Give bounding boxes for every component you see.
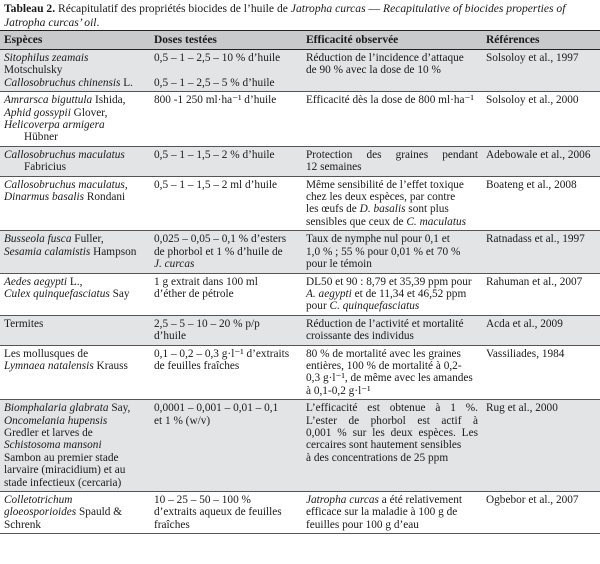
species-line: Sambon au premier stade: [4, 451, 119, 464]
species-line: Amrarsca biguttula Ishida,: [4, 94, 126, 107]
cell-efficacy: [302, 273, 482, 315]
caption-end: .: [96, 16, 100, 29]
species-line: Sesamia calamistis Hampson: [4, 245, 137, 258]
header-efficacy: Efficacité observée: [302, 31, 482, 50]
caption-text-en: Recapitulative of biocides properties of Jatropha curcas’ oil: [4, 2, 566, 29]
doses-line: de phorbol et 1 % d’huile de: [154, 245, 283, 258]
species-line: Schistosoma mansoni: [4, 439, 102, 452]
cell-efficacy: [302, 176, 482, 231]
cell-species: [0, 273, 150, 315]
species-line: stade infectieux (cercaria): [4, 476, 122, 489]
species-line: Callosobruchus maculatus,: [4, 178, 128, 191]
caption-separator: —: [365, 2, 383, 15]
header-doses: Doses testées: [150, 31, 302, 50]
cell-efficacy: [302, 345, 482, 400]
efficacy-line: 12 semaines: [306, 161, 362, 174]
cell-reference: Solsoloy et al., 1997: [482, 50, 600, 92]
cell-reference: Boateng et al., 2008: [482, 176, 600, 231]
cell-doses: [150, 492, 302, 534]
doses-line: 800 -1 250 ml·ha⁻¹ d’huile: [154, 94, 277, 107]
doses-line: de feuilles fraîches: [154, 359, 240, 372]
doses-line: d’éther de pétrole: [154, 287, 234, 300]
table-caption: [0, 0, 600, 30]
efficacy-line: Réduction de l’activité et mortalité: [306, 317, 464, 330]
table-row: [0, 92, 600, 147]
cell-efficacy: [302, 146, 482, 176]
efficacy-line: pour C. quinquefasciatus: [306, 300, 420, 313]
cell-doses: [150, 146, 302, 176]
efficacy-line: Jatropha curcas a été relativement: [306, 494, 463, 506]
species-line: Colletotrichum: [4, 494, 73, 506]
cell-doses: [150, 92, 302, 147]
species-line: Aphid gossypii Glover,: [4, 106, 108, 119]
species-line: Busseola fusca Fuller,: [4, 233, 104, 246]
efficacy-line: Réduction de l’incidence d’attaque: [306, 52, 464, 64]
species-line: Les mollusques de: [4, 347, 89, 360]
table-row: [0, 315, 600, 345]
cell-doses: [150, 315, 302, 345]
cell-reference: Solsoloy et al., 2000: [482, 92, 600, 147]
efficacy-line: 1,0 % ; 55 % pour 0,01 % et 70 %: [306, 245, 461, 258]
doses-line: 0,5 – 1 – 2,5 – 5 % d’huile: [154, 76, 275, 89]
table-row: [0, 492, 600, 534]
doses-line: 0,025 – 0,05 – 0,1 % d’esters: [154, 233, 287, 246]
cell-efficacy: [302, 92, 482, 147]
efficacy-line: DL50 et 90 : 8,79 et 35,39 ppm pour: [306, 275, 472, 288]
cell-reference: Vassiliades, 1984: [482, 345, 600, 400]
efficacy-line: de 90 % avec la dose de 10 %: [306, 64, 441, 77]
species-line: Hübner: [24, 131, 58, 144]
species-line: Callosobruchus maculatus: [4, 148, 125, 161]
cell-efficacy: [302, 400, 482, 492]
efficacy-line: cercaires sont hautement sensibles: [306, 439, 462, 452]
doses-line: 0,1 – 0,2 – 0,3 g·l⁻¹ d’extraits: [154, 347, 290, 360]
efficacy-line: feuilles pour 100 g d’eau: [306, 518, 419, 531]
efficacy-line: efficace sur la maladie à 100 g de: [306, 506, 458, 519]
species-line: Dinarmus basalis Rondani: [4, 191, 126, 204]
species-line: Fabricius: [24, 161, 67, 174]
cell-species: [0, 492, 150, 534]
efficacy-line: les œufs de D. basalis sont plus: [306, 203, 449, 216]
cell-species: [0, 92, 150, 147]
table-row: [0, 146, 600, 176]
species-line: Schrenk: [4, 518, 42, 531]
doses-line: 0,5 – 1 – 1,5 – 2 % d’huile: [154, 148, 275, 161]
cell-species: [0, 345, 150, 400]
species-line: Culex quinquefasciatus Say: [4, 287, 130, 300]
species-line: Oncomelania hupensis: [4, 414, 108, 427]
cell-reference: Rug et al., 2000: [482, 400, 600, 492]
efficacy-line: 0,001 % sur les deux espèces. Les: [306, 426, 478, 439]
efficacy-line: Même sensibilité de l’effet toxique: [306, 178, 464, 191]
cell-species: [0, 146, 150, 176]
doses-line: [154, 64, 298, 76]
caption-label: Tableau 2.: [4, 2, 56, 15]
table-row: [0, 50, 600, 92]
doses-line: 1 g extrait dans 100 ml: [154, 275, 258, 288]
efficacy-line: Protection des graines pendant: [306, 148, 478, 161]
caption-text-fr: Récapitulatif des propriétés biocides de l’huile de: [55, 2, 291, 15]
cell-doses: [150, 273, 302, 315]
biocide-properties-table: [0, 30, 600, 534]
species-line: Sitophilus zeamais: [4, 52, 89, 64]
doses-line: d’huile: [154, 330, 186, 343]
cell-reference: Adebowale et al., 2006: [482, 146, 600, 176]
cell-reference: Acda et al., 2009: [482, 315, 600, 345]
doses-line: 0,5 – 1 – 2,5 – 10 % d’huile: [154, 52, 281, 64]
header-references: Références: [482, 31, 600, 50]
doses-line: 10 – 25 – 50 – 100 %: [154, 494, 251, 506]
doses-line: J. curcas: [154, 258, 195, 271]
species-line: Gredler et larves de: [4, 426, 93, 439]
efficacy-line: entières, 100 % de mortalité à 0,2-: [306, 359, 462, 372]
table-row: [0, 176, 600, 231]
species-line: Callosobruchus chinensis L.: [4, 76, 133, 89]
efficacy-line: Efficacité dès la dose de 800 ml·ha⁻¹: [306, 94, 474, 107]
cell-reference: Ratnadass et al., 1997: [482, 231, 600, 273]
table-row: [0, 273, 600, 315]
table-header-row: [0, 31, 600, 50]
efficacy-line: croissante des individus: [306, 330, 414, 343]
species-line: Motschulsky: [4, 64, 63, 77]
header-species: Espèces: [0, 31, 150, 50]
cell-species: [0, 231, 150, 273]
doses-line: 0,0001 – 0,001 – 0,01 – 0,1: [154, 402, 279, 415]
efficacy-line: Taux de nymphe nul pour 0,1 et: [306, 233, 450, 246]
cell-efficacy: [302, 492, 482, 534]
caption-species: Jatropha curcas: [290, 2, 366, 15]
doses-line: et 1 % (w/v): [154, 414, 211, 427]
cell-species: [0, 400, 150, 492]
species-line: Lymnaea natalensis Krauss: [4, 359, 128, 372]
table-row: [0, 345, 600, 400]
efficacy-line: pour le témoin: [306, 258, 372, 271]
efficacy-line: chez les deux espèces, par contre: [306, 191, 456, 204]
cell-reference: Ogbebor et al., 2007: [482, 492, 600, 534]
doses-line: 2,5 – 5 – 10 – 20 % p/p: [154, 317, 260, 330]
table-row: [0, 400, 600, 492]
cell-reference: Rahuman et al., 2007: [482, 273, 600, 315]
efficacy-line: à 0,1-0,2 g·l⁻¹: [306, 384, 371, 397]
cell-doses: [150, 231, 302, 273]
efficacy-line: L’ester de phorbol est actif à: [306, 414, 478, 427]
cell-species: [0, 176, 150, 231]
doses-line: fraîches: [154, 518, 190, 531]
species-line: Aedes aegypti L.,: [4, 275, 83, 288]
efficacy-line: sensibles que ceux de C. maculatus: [306, 215, 467, 228]
efficacy-line: A. aegypti et de 11,34 et 46,52 ppm: [306, 287, 467, 300]
species-line: Helicoverpa armigera: [4, 119, 105, 132]
efficacy-line: à des concentrations de 25 ppm: [306, 451, 449, 464]
species-line: larvaire (miracidium) et au: [4, 464, 126, 477]
cell-species: [0, 50, 150, 92]
efficacy-line: 0,3 g·l⁻¹, de même avec les amandes: [306, 372, 473, 385]
cell-efficacy: [302, 50, 482, 92]
cell-efficacy: [302, 231, 482, 273]
efficacy-line: L’efficacité est obtenue à 1 %.: [306, 402, 478, 415]
species-line: Termites: [4, 317, 44, 330]
cell-doses: [150, 345, 302, 400]
cell-doses: [150, 176, 302, 231]
table-row: [0, 231, 600, 273]
efficacy-line: 80 % de mortalité avec les graines: [306, 347, 461, 360]
species-line: gloeosporioides Spauld &: [4, 506, 123, 519]
cell-species: [0, 315, 150, 345]
doses-line: d’extraits aqueux de feuilles: [154, 506, 282, 519]
species-line: Biomphalaria glabrata Say,: [4, 402, 131, 415]
cell-doses: [150, 400, 302, 492]
cell-doses: [150, 50, 302, 92]
cell-efficacy: [302, 315, 482, 345]
doses-line: 0,5 – 1 – 1,5 – 2 ml d’huile: [154, 178, 278, 191]
